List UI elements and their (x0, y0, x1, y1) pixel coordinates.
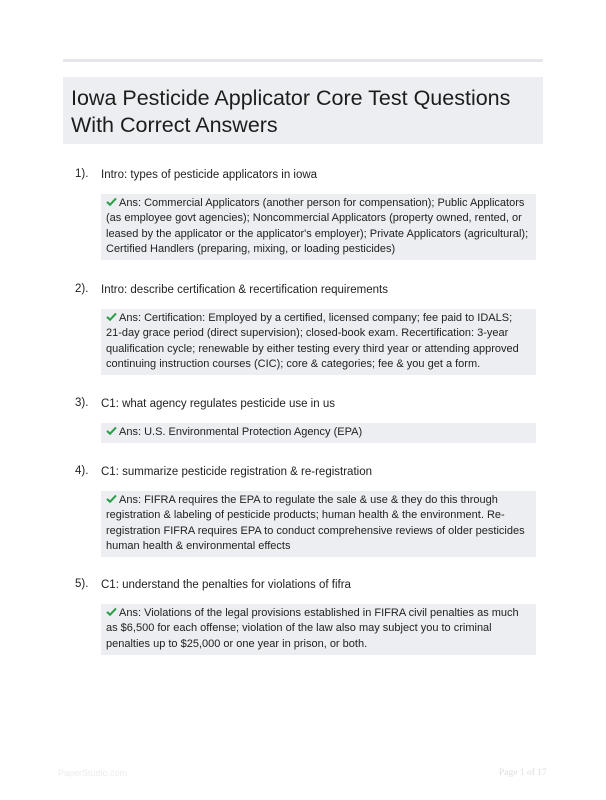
qa-item-4 (63, 463, 543, 557)
check-icon (106, 312, 117, 321)
answer-box (101, 604, 536, 655)
title-banner (63, 77, 543, 144)
check-icon (106, 494, 117, 503)
answer-box (101, 491, 536, 557)
question-text: Intro: describe certification & recertification requirements (101, 284, 388, 296)
answer-text: Ans: Violations of the legal provisions established in FIFRA civil penalties as much as $6,500 for each offense; violation of the law also may subject you to criminal penalties up to $25,000 or one year in prison, or both. (106, 607, 519, 650)
answer-text: Ans: Certification: Employed by a certified, licensed company; fee paid to IDALS; 21-day grace period (direct supervision); closed-book exam. Recertification: 3-year qualification cycle; renewable by either testing every third year or attending approved continuing instruction courses (CIC); core & categories; fee & you get a form. (106, 312, 519, 370)
question-number: 2). (75, 283, 89, 295)
answer-box (101, 423, 536, 443)
question-number: 4). (75, 465, 89, 477)
question-text: C1: understand the penalties for violations of fifra (101, 579, 351, 591)
answer-text: Ans: Commercial Applicators (another person for compensation); Public Applicators (as employee govt agencies); Noncommercial Applicators (property owned, rented, or leased by the applicator or the applicator's employer); Private Applicators (agricultural); Certified Handlers (preparing, mixing, or loading pesticides) (106, 197, 529, 255)
question-text: C1: what agency regulates pesticide use in us (101, 398, 335, 410)
question-number: 1). (75, 168, 89, 180)
question-text: C1: summarize pesticide registration & re-registration (101, 466, 372, 478)
answer-box (101, 194, 536, 260)
question-number: 5). (75, 578, 89, 590)
footer-site-watermark: PaperStudio.com (58, 768, 128, 778)
check-icon (106, 197, 117, 206)
check-icon (106, 607, 117, 616)
qa-item-5 (63, 576, 543, 655)
page-title: Iowa Pesticide Applicator Core Test Questions With Correct Answers (71, 86, 511, 137)
top-divider (63, 59, 543, 62)
qa-item-1 (63, 166, 543, 260)
qa-item-2 (63, 281, 543, 375)
question-number: 3). (75, 397, 89, 409)
answer-text: Ans: FIFRA requires the EPA to regulate the sale & use & they do this through registration & labeling of pesticide products; human health & the environment. Re-registration FIFRA requires EPA to conduct comprehensive reviews of older pesticides human health & environmental effects (106, 494, 525, 552)
question-text: Intro: types of pesticide applicators in iowa (101, 169, 318, 181)
answer-text: Ans: U.S. Environmental Protection Agency (EPA) (119, 426, 363, 438)
page-indicator: Page 1 of 17 (499, 768, 547, 778)
qa-item-3 (63, 395, 543, 443)
check-icon (106, 426, 117, 435)
answer-box (101, 309, 536, 375)
